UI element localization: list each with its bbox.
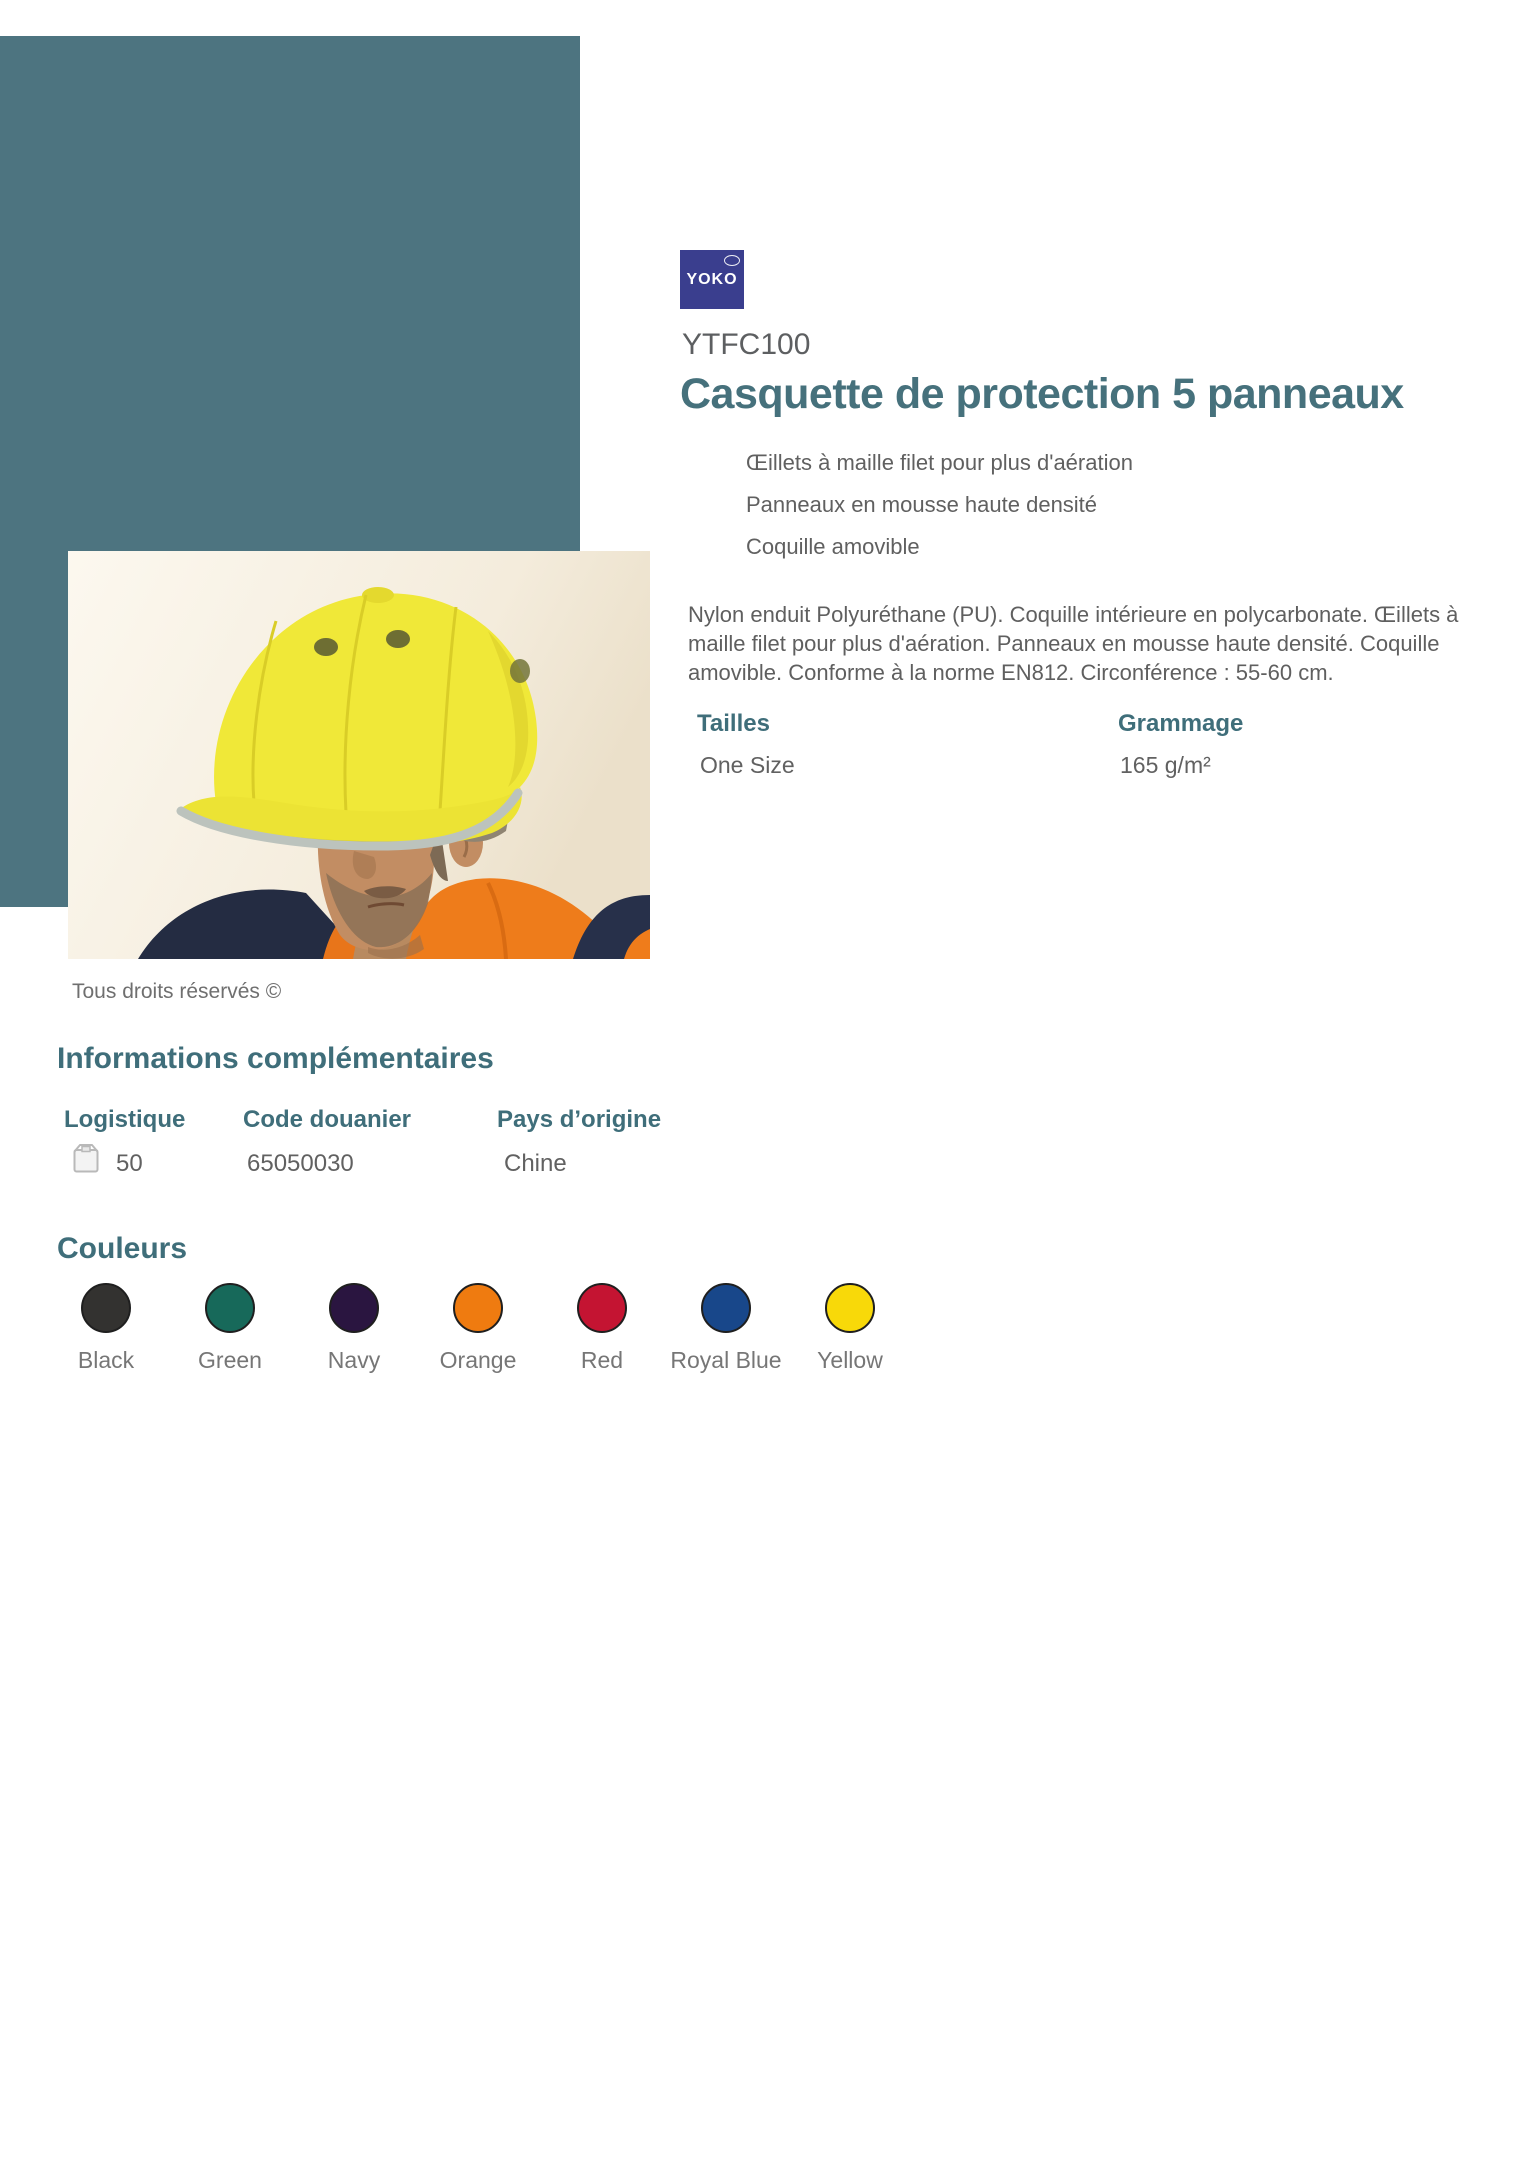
swatch-label: Yellow: [817, 1347, 883, 1373]
carton-box-icon: [72, 1142, 100, 1174]
product-title: Casquette de protection 5 panneaux: [680, 370, 1404, 418]
sizes-value: One Size: [700, 752, 795, 778]
color-swatch-orange: [416, 1283, 540, 1374]
swatch-label: Green: [198, 1347, 262, 1373]
additional-info-heading: Informations complémentaires: [57, 1042, 494, 1075]
swatch-label: Black: [77, 1347, 135, 1373]
country-of-origin-value: Chine: [504, 1150, 567, 1177]
royal-blue-swatch-circle: [701, 1283, 751, 1333]
color-swatch-red: [540, 1283, 664, 1374]
yoko-brand-logo: [680, 250, 744, 309]
yellow-swatch-circle: [825, 1283, 875, 1333]
swatch-label: Royal Blue: [670, 1347, 782, 1373]
feature-item: Panneaux en mousse haute densité: [746, 492, 1098, 517]
feature-list: [746, 452, 1133, 578]
swatch-label: Red: [580, 1347, 624, 1373]
navy-swatch-circle: [329, 1283, 379, 1333]
feature-item: Coquille amovible: [746, 534, 920, 559]
color-swatch-yellow: [788, 1283, 912, 1374]
color-swatch-royal-blue: [664, 1283, 788, 1374]
orange-swatch-circle: [453, 1283, 503, 1333]
logistics-column-header: Logistique: [64, 1106, 186, 1133]
color-swatch-navy: [292, 1283, 416, 1374]
swatch-label: Orange: [439, 1347, 517, 1373]
registered-emblem-icon: [724, 255, 740, 266]
colors-heading: Couleurs: [57, 1232, 188, 1265]
customs-code-value: 65050030: [247, 1150, 354, 1177]
customs-code-column-header: Code douanier: [243, 1106, 412, 1133]
logistics-value: 50: [116, 1150, 143, 1177]
product-code: YTFC100: [682, 328, 811, 361]
red-swatch-circle: [577, 1283, 627, 1333]
black-swatch-circle: [81, 1283, 131, 1333]
color-swatch-black: [44, 1283, 168, 1374]
product-description: Nylon enduit Polyuréthane (PU). Coquille intérieure en polycarbonate. Œillets à maille filet pour plus d'aération. Panneaux en mousse haute densité. Coquille amovible. Conforme à la norme EN812. Circonférence : 55-60 cm.: [688, 602, 1459, 685]
yoko-logo-text: YOKO: [686, 270, 738, 288]
photo-copyright-caption: Tous droits réservés ©: [72, 980, 282, 1003]
country-of-origin-column-header: Pays d’origine: [497, 1106, 662, 1133]
swatch-label: Navy: [327, 1347, 381, 1373]
man-wearing-yellow-cap-illustration: [68, 551, 650, 959]
feature-item: Œillets à maille filet pour plus d'aération: [746, 450, 1133, 475]
product-photo: [68, 551, 650, 959]
weight-value: 165 g/m²: [1120, 752, 1211, 778]
weight-column-header: Grammage: [1118, 710, 1244, 737]
green-swatch-circle: [205, 1283, 255, 1333]
sizes-column-header: Tailles: [697, 710, 770, 737]
color-swatch-green: [168, 1283, 292, 1374]
